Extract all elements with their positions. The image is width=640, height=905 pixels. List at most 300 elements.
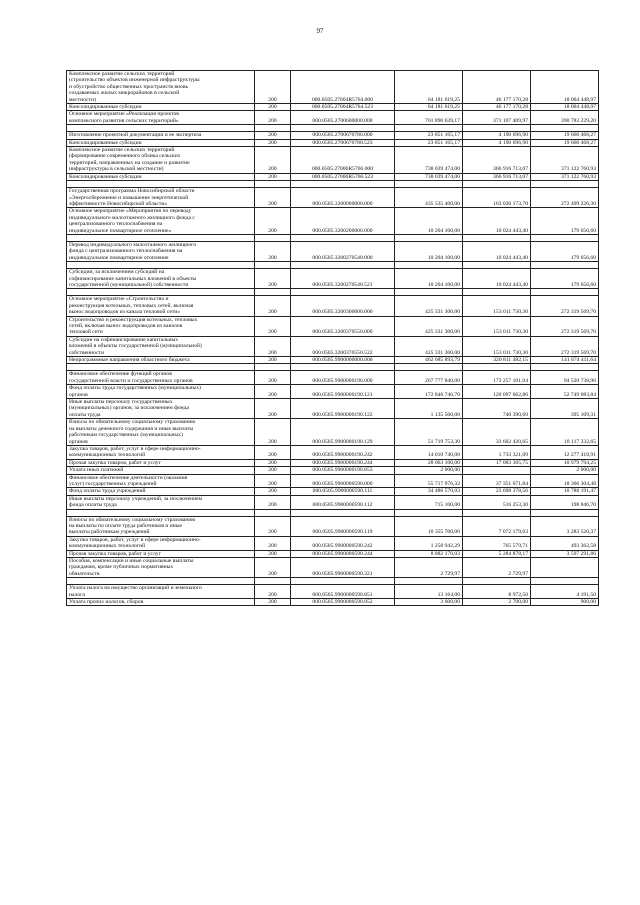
row-name-line: реконструкция котельных, тепловых сетей, включая <box>69 302 194 309</box>
row-value-3-cell: 395 109,31 <box>531 399 599 419</box>
empty-cell <box>255 181 291 188</box>
empty-cell <box>463 262 531 269</box>
row-name-cell <box>67 516 255 536</box>
row-value-3-cell: 198 846,70 <box>531 495 599 509</box>
row-value-1-cell: 10 204 100,00 <box>395 208 463 235</box>
empty-cell <box>255 578 291 585</box>
table-row <box>67 599 599 606</box>
empty-cell <box>395 181 463 188</box>
row-code-cell: 000.0505.3200200000.000 <box>291 208 395 235</box>
row-value-3-cell: 179 656,60 <box>531 208 599 235</box>
row-value-2-cell: 1 733 321,09 <box>463 445 531 459</box>
row-name-line: органов <box>69 438 88 445</box>
row-name-line: Комплексное развитие сельских территорий <box>69 147 175 154</box>
row-value-1-cell: 738 039 474,00 <box>395 173 463 180</box>
row-name-line: вынос водопроводов из канала тепловой сети» <box>69 309 181 316</box>
row-value-3-cell: 52 749 083,84 <box>531 385 599 399</box>
row-gr-cell: 200 <box>255 357 291 364</box>
row-name-line: Взносы по обязательному социальному страхованию <box>69 516 196 523</box>
table-row <box>67 296 599 316</box>
row-name-line: Финансовое обеспечение функций органов <box>69 371 172 378</box>
row-name-line: Фонд оплаты труда учреждений <box>69 488 146 495</box>
row-name-cell <box>67 488 255 495</box>
row-gr-cell: 200 <box>255 208 291 235</box>
row-value-1-cell: 267 777 840,00 <box>395 371 463 385</box>
row-code-cell: 000.0505.2700600000.000 <box>291 111 395 125</box>
row-value-2-cell <box>463 467 531 474</box>
row-gr-cell: 200 <box>255 516 291 536</box>
row-name-line: Прочая закупка товаров, работ и услуг <box>69 459 161 466</box>
table-row <box>67 188 599 208</box>
row-name-line: государственной власти и государственных органов <box>69 377 193 384</box>
row-value-3-cell: 179 656,60 <box>531 241 599 261</box>
row-name-line: Государственная программа Новосибирской области <box>69 188 195 195</box>
row-gr-cell: 200 <box>255 474 291 488</box>
row-name-line: на выплаты денежного содержания и иные выплаты <box>69 425 194 432</box>
row-gr-cell: 200 <box>255 419 291 446</box>
row-name-line: территорий, направленных на создание и развитие <box>69 159 190 166</box>
row-value-3-cell: 18 004 448,97 <box>531 71 599 104</box>
empty-cell <box>67 125 255 132</box>
row-name-line: оплаты труда <box>69 411 101 418</box>
row-gr-cell: 200 <box>255 371 291 385</box>
row-value-1-cell: 1 135 500,00 <box>395 399 463 419</box>
row-value-2-cell: 37 351 671,84 <box>463 474 531 488</box>
table-spacer-row <box>67 125 599 132</box>
row-value-1-cell: 425 331 300,00 <box>395 316 463 336</box>
row-value-2-cell: 366 916 713,07 <box>463 147 531 174</box>
row-name-line: тепловой сети <box>69 329 103 336</box>
row-name-cell <box>67 445 255 459</box>
row-value-2-cell: 46 177 170,28 <box>463 104 531 111</box>
row-value-1-cell: 14 010 740,00 <box>395 445 463 459</box>
empty-cell <box>531 181 599 188</box>
row-name-line: Субсидии на софинансирование капитальных <box>69 336 179 343</box>
row-value-1-cell: 761 890 639,17 <box>395 111 463 125</box>
row-name-cell <box>67 599 255 606</box>
row-value-3-cell: 19 660 468,27 <box>531 132 599 139</box>
table-row <box>67 536 599 550</box>
table-row <box>67 269 599 289</box>
row-value-3-cell: 18 366 304,48 <box>531 474 599 488</box>
row-value-2-cell: 4 190 696,90 <box>463 132 531 139</box>
row-name-line: эффективности Новосибирской области» <box>69 200 168 207</box>
row-name-line: Взносы по обязательному социальному страхованию <box>69 419 196 426</box>
empty-cell <box>67 262 255 269</box>
row-name-cell <box>67 550 255 557</box>
empty-cell <box>531 125 599 132</box>
row-name-line: индивидуального малоэтажного жилищного фонда с <box>69 214 195 221</box>
row-name-line: комплексного развития сельских территорий» <box>69 117 179 124</box>
table-row <box>67 241 599 261</box>
empty-cell <box>255 289 291 296</box>
row-code-cell: 000.0505.9900000000.000 <box>291 357 395 364</box>
row-name-line: фонда оплаты труда <box>69 502 117 509</box>
row-name-cell <box>67 399 255 419</box>
row-value-1-cell: 715 100,00 <box>395 495 463 509</box>
row-code-cell: 000.0505.27006R5766.000 <box>291 147 395 174</box>
row-value-2-cell: 5 284 878,17 <box>463 550 531 557</box>
row-name-line: Закупка товаров, работ, услуг в сфере информационно- <box>69 445 201 452</box>
row-name-line: органов <box>69 391 88 398</box>
table-row <box>67 208 599 235</box>
row-gr-cell: 200 <box>255 104 291 111</box>
row-gr-cell: 200 <box>255 139 291 146</box>
empty-cell <box>291 181 395 188</box>
row-value-2-cell: 7 072 179,63 <box>463 516 531 536</box>
row-value-2-cell: 366 916 713,07 <box>463 173 531 180</box>
row-name-cell <box>67 585 255 599</box>
empty-cell <box>531 509 599 516</box>
row-value-3-cell: 3 597 291,86 <box>531 550 599 557</box>
row-name-line: централизованного теплоснабжения на <box>69 221 163 228</box>
row-name-cell <box>67 357 255 364</box>
row-value-1-cell: 425 331 300,00 <box>395 336 463 356</box>
row-value-2-cell: 23 698 378,56 <box>463 488 531 495</box>
row-name-line: индивидуальное поквартирное отопление» <box>69 227 172 234</box>
row-name-line: Уплата иных платежей <box>69 467 124 474</box>
empty-cell <box>291 234 395 241</box>
row-code-cell: 000.0505.9900000590.851 <box>291 585 395 599</box>
table-row <box>67 419 599 446</box>
table-row <box>67 139 599 146</box>
row-gr-cell: 200 <box>255 445 291 459</box>
row-code-cell: 000.0505.9900000190.853 <box>291 467 395 474</box>
row-name-line: государственной (муниципальной) собственности <box>69 281 189 288</box>
row-name-line: софинансирование капитальных вложений в объекты <box>69 275 197 282</box>
row-name-cell <box>67 132 255 139</box>
row-value-1-cell: 8 882 170,03 <box>395 550 463 557</box>
table-spacer-row <box>67 234 599 241</box>
row-name-cell <box>67 336 255 356</box>
row-gr-cell: 200 <box>255 336 291 356</box>
row-name-cell <box>67 474 255 488</box>
row-code-cell: 000.0505.3200270540.000 <box>291 241 395 261</box>
row-value-2-cell: 2 729,97 <box>463 558 531 578</box>
table-row <box>67 147 599 174</box>
row-code-cell: 000.0505.9900000590.000 <box>291 474 395 488</box>
row-name-line: обязательств <box>69 570 100 577</box>
row-value-3-cell: 179 656,60 <box>531 269 599 289</box>
row-name-line: Прочая закупка товаров, работ и услуг <box>69 550 161 557</box>
row-name-cell <box>67 495 255 509</box>
row-value-1-cell: 64 181 619,25 <box>395 104 463 111</box>
row-name-line: Строительство и реконструкция котельных, тепловых <box>69 316 198 323</box>
table-row <box>67 488 599 495</box>
row-value-2-cell: 320 811 482,15 <box>463 357 531 364</box>
table-row <box>67 104 599 111</box>
row-value-1-cell: 23 851 165,17 <box>395 139 463 146</box>
row-name-line: (строительство объектов инженерной инфраструктуры <box>69 77 200 84</box>
page-number: 97 <box>316 27 324 35</box>
table-spacer-row <box>67 578 599 585</box>
row-gr-cell: 200 <box>255 558 291 578</box>
row-value-2-cell: 120 097 662,86 <box>463 385 531 399</box>
row-value-1-cell: 10 204 100,00 <box>395 269 463 289</box>
row-name-cell <box>67 208 255 235</box>
row-value-3-cell: 272 499 226,30 <box>531 188 599 208</box>
row-gr-cell: 200 <box>255 111 291 125</box>
row-value-1-cell: 10 204 100,00 <box>395 241 463 261</box>
row-name-cell <box>67 558 255 578</box>
row-name-line: Перевод индивидуального малоэтажного жилищного <box>69 241 197 248</box>
row-name-line: Иные выплаты персоналу учреждений, за исключением <box>69 495 203 502</box>
row-name-line: на выплаты по оплате труда работников и иные <box>69 522 183 529</box>
row-value-2-cell: 173 257 101,04 <box>463 371 531 385</box>
empty-cell <box>395 262 463 269</box>
row-gr-cell: 200 <box>255 316 291 336</box>
row-value-2-cell: 163 036 173,70 <box>463 188 531 208</box>
row-name-line: Финансовое обеспечение деятельности (оказания <box>69 474 188 481</box>
row-code-cell: 000.0505.27006R5766.523 <box>291 173 395 180</box>
table-row <box>67 111 599 125</box>
row-code-cell: 000.0505.2700670780.523 <box>291 139 395 146</box>
row-code-cell: 000.0505.3200000000.000 <box>291 188 395 208</box>
empty-cell <box>67 289 255 296</box>
row-value-1-cell: 3 600,00 <box>395 599 463 606</box>
row-value-1-cell: 51 719 753,30 <box>395 419 463 446</box>
row-value-3-cell: 272 319 569,70 <box>531 296 599 316</box>
row-name-line: создаваемых жилых микрорайонов в сельской <box>69 90 180 97</box>
empty-cell <box>395 234 463 241</box>
row-name-cell <box>67 147 255 174</box>
row-name-line: Консолидированные субсидии <box>69 173 142 180</box>
row-name-line: Иные выплаты персоналу государственных <box>69 399 173 406</box>
row-name-cell <box>67 241 255 261</box>
table-row <box>67 316 599 336</box>
row-gr-cell: 200 <box>255 536 291 550</box>
table-row <box>67 516 599 536</box>
row-value-1-cell: 23 851 165,17 <box>395 132 463 139</box>
row-name-line: Комплексное развитие сельских территорий <box>69 71 175 77</box>
row-value-2-cell: 516 253,30 <box>463 495 531 509</box>
row-name-cell <box>67 269 255 289</box>
table-row <box>67 558 599 578</box>
empty-cell <box>255 234 291 241</box>
row-gr-cell: 200 <box>255 495 291 509</box>
row-name-line: местности) <box>69 96 96 103</box>
row-value-2-cell: 33 602 420,65 <box>463 419 531 446</box>
row-name-line: Основное мероприятие «Реализация проектов <box>69 111 179 118</box>
row-value-3-cell: 18 004 448,97 <box>531 104 599 111</box>
row-value-2-cell: 10 024 443,40 <box>463 208 531 235</box>
row-name-cell <box>67 385 255 399</box>
empty-cell <box>395 578 463 585</box>
row-code-cell: 000.0505.27004R5764.000 <box>291 71 395 104</box>
row-value-1-cell: 34 486 570,03 <box>395 488 463 495</box>
row-value-1-cell: 435 535 400,00 <box>395 188 463 208</box>
budget-table <box>66 70 599 606</box>
empty-cell <box>531 364 599 371</box>
empty-cell <box>463 289 531 296</box>
row-value-3-cell: 272 319 569,70 <box>531 336 599 356</box>
row-name-line: Основное мероприятие «Строительство и <box>69 296 169 303</box>
row-value-1-cell: 64 181 619,25 <box>395 71 463 104</box>
empty-cell <box>255 125 291 132</box>
empty-cell <box>395 125 463 132</box>
row-value-2-cell: 371 107 409,97 <box>463 111 531 125</box>
table-spacer-row <box>67 509 599 516</box>
row-code-cell: 000.0505.9900000590.119 <box>291 516 395 536</box>
row-value-2-cell: 153 011 730,30 <box>463 316 531 336</box>
empty-cell <box>291 125 395 132</box>
row-gr-cell: 200 <box>255 296 291 316</box>
row-gr-cell: 200 <box>255 585 291 599</box>
row-code-cell: 000.0505.9900000190.242 <box>291 445 395 459</box>
table-row <box>67 336 599 356</box>
empty-cell <box>531 234 599 241</box>
row-value-3-cell: 10 979 794,25 <box>531 459 599 466</box>
empty-cell <box>67 181 255 188</box>
row-code-cell: 000.0505.9900000190.000 <box>291 371 395 385</box>
row-value-1-cell: 462 685 893,79 <box>395 357 463 364</box>
row-value-3-cell: 2 000,00 <box>531 467 599 474</box>
row-code-cell: 000.0505.27004R5764.523 <box>291 104 395 111</box>
table-row <box>67 550 599 557</box>
table-row <box>67 474 599 488</box>
row-value-1-cell: 10 355 700,00 <box>395 516 463 536</box>
row-name-line: работникам государственных (муниципальных) <box>69 432 183 439</box>
row-name-line: выплаты работникам учреждений <box>69 529 150 536</box>
row-code-cell: 000.0505.9900000590.112 <box>291 495 395 509</box>
row-value-1-cell: 1 258 942,29 <box>395 536 463 550</box>
table-row <box>67 585 599 599</box>
row-code-cell: 000.0505.2700670780.000 <box>291 132 395 139</box>
table-spacer-row <box>67 364 599 371</box>
row-name-cell <box>67 173 255 180</box>
table-row <box>67 399 599 419</box>
table-row <box>67 467 599 474</box>
row-gr-cell: 200 <box>255 132 291 139</box>
row-value-2-cell: 740 390,69 <box>463 399 531 419</box>
row-code-cell: 000.0505.3200300000.000 <box>291 296 395 316</box>
row-value-1-cell: 2 000,00 <box>395 467 463 474</box>
row-name-line: Непрограммные направления областного бюджета <box>69 357 190 364</box>
row-value-2-cell: 46 177 170,28 <box>463 71 531 104</box>
row-value-1-cell: 13 164,00 <box>395 585 463 599</box>
row-name-line: гражданам, кроме публичных нормативных <box>69 564 174 571</box>
table-row <box>67 459 599 466</box>
empty-cell <box>463 509 531 516</box>
row-value-3-cell: 12 277 418,91 <box>531 445 599 459</box>
row-value-1-cell: 2 729,97 <box>395 558 463 578</box>
row-value-3-cell: 371 122 760,93 <box>531 147 599 174</box>
row-name-line: Изготовление проектной документации и ее экспертиза <box>69 132 202 139</box>
row-name-cell <box>67 536 255 550</box>
row-name-line: Консолидированные субсидии <box>69 104 142 111</box>
row-value-3-cell: 493 362,58 <box>531 536 599 550</box>
row-code-cell: 000.0505.9900000190.129 <box>291 419 395 446</box>
row-name-line: Уплата прочих налогов, сборов <box>69 599 144 606</box>
row-name-line: Консолидированные субсидии <box>69 139 142 146</box>
empty-cell <box>531 578 599 585</box>
row-name-line: Уплата налога на имущество организаций и земельного <box>69 585 202 592</box>
row-name-line: фонда с централизованного теплоснабжения на <box>69 248 183 255</box>
row-code-cell: 000.0505.3200370550.000 <box>291 316 395 336</box>
empty-cell <box>67 234 255 241</box>
row-gr-cell: 200 <box>255 550 291 557</box>
table-spacer-row <box>67 289 599 296</box>
table-row <box>67 495 599 509</box>
empty-cell <box>531 262 599 269</box>
row-gr-cell: 200 <box>255 269 291 289</box>
row-name-cell <box>67 316 255 336</box>
row-value-1-cell: 172 846 746,70 <box>395 385 463 399</box>
empty-cell <box>67 509 255 516</box>
empty-cell <box>291 578 395 585</box>
row-name-cell <box>67 459 255 466</box>
row-code-cell: 000.0505.9900000590.244 <box>291 550 395 557</box>
row-gr-cell: 200 <box>255 173 291 180</box>
table-row <box>67 385 599 399</box>
row-code-cell: 000.0505.9900000190.122 <box>291 399 395 419</box>
row-name-line: собственности <box>69 349 104 356</box>
table-row <box>67 173 599 180</box>
row-value-2-cell: 153 011 730,30 <box>463 296 531 316</box>
row-value-3-cell: 94 520 738,96 <box>531 371 599 385</box>
row-value-1-cell: 28 063 100,00 <box>395 459 463 466</box>
row-name-line: (формирование современного облика сельских <box>69 153 181 160</box>
row-gr-cell: 200 <box>255 71 291 104</box>
row-value-2-cell: 8 972,50 <box>463 585 531 599</box>
budget-table-body <box>67 71 599 606</box>
row-value-3-cell: 900,00 <box>531 599 599 606</box>
row-code-cell: 000.0505.9900000590.852 <box>291 599 395 606</box>
row-value-1-cell: 738 039 474,00 <box>395 147 463 174</box>
row-value-3-cell: 18 117 332,65 <box>531 419 599 446</box>
table-row <box>67 132 599 139</box>
row-name-cell <box>67 419 255 446</box>
row-code-cell: 000.0505.9900000590.321 <box>291 558 395 578</box>
row-name-line: вложений в объекты государственной (муниципальной) <box>69 343 202 350</box>
row-code-cell: 000.0505.9900000190.244 <box>291 459 395 466</box>
row-gr-cell: 200 <box>255 385 291 399</box>
empty-cell <box>463 364 531 371</box>
row-value-3-cell: 390 783 229,20 <box>531 111 599 125</box>
row-name-line: индивидуальное поквартирное отопление <box>69 254 169 261</box>
row-name-cell <box>67 104 255 111</box>
row-name-line: услуг) государственных учреждений <box>69 480 157 487</box>
table-row <box>67 445 599 459</box>
row-value-3-cell: 3 283 520,37 <box>531 516 599 536</box>
row-value-3-cell: 19 660 468,27 <box>531 139 599 146</box>
row-name-line: Пособия, компенсации и иные социальные выплаты <box>69 558 194 564</box>
row-code-cell: 000.0505.9900000590.111 <box>291 488 395 495</box>
empty-cell <box>463 125 531 132</box>
row-value-2-cell: 17 083 305,75 <box>463 459 531 466</box>
row-name-cell <box>67 188 255 208</box>
row-gr-cell: 200 <box>255 241 291 261</box>
row-name-line: инфраструктуры в сельской местности) <box>69 166 164 173</box>
row-name-line: коммуникационных технологий <box>69 452 146 459</box>
empty-cell <box>291 509 395 516</box>
empty-cell <box>291 364 395 371</box>
row-value-2-cell: 10 024 443,40 <box>463 269 531 289</box>
row-code-cell: 000.0505.9900000590.242 <box>291 536 395 550</box>
row-code-cell: 000.0505.3200270540.521 <box>291 269 395 289</box>
row-value-3-cell: 141 874 411,64 <box>531 357 599 364</box>
row-value-3-cell <box>531 558 599 578</box>
row-value-3-cell: 4 191,50 <box>531 585 599 599</box>
empty-cell <box>291 262 395 269</box>
empty-cell <box>255 262 291 269</box>
row-name-cell <box>67 71 255 104</box>
row-name-cell <box>67 296 255 316</box>
row-name-line: коммуникационных технологий <box>69 543 146 550</box>
row-name-line: Субсидии, за исключением субсидий на <box>69 269 165 276</box>
row-name-cell <box>67 467 255 474</box>
row-name-cell <box>67 111 255 125</box>
